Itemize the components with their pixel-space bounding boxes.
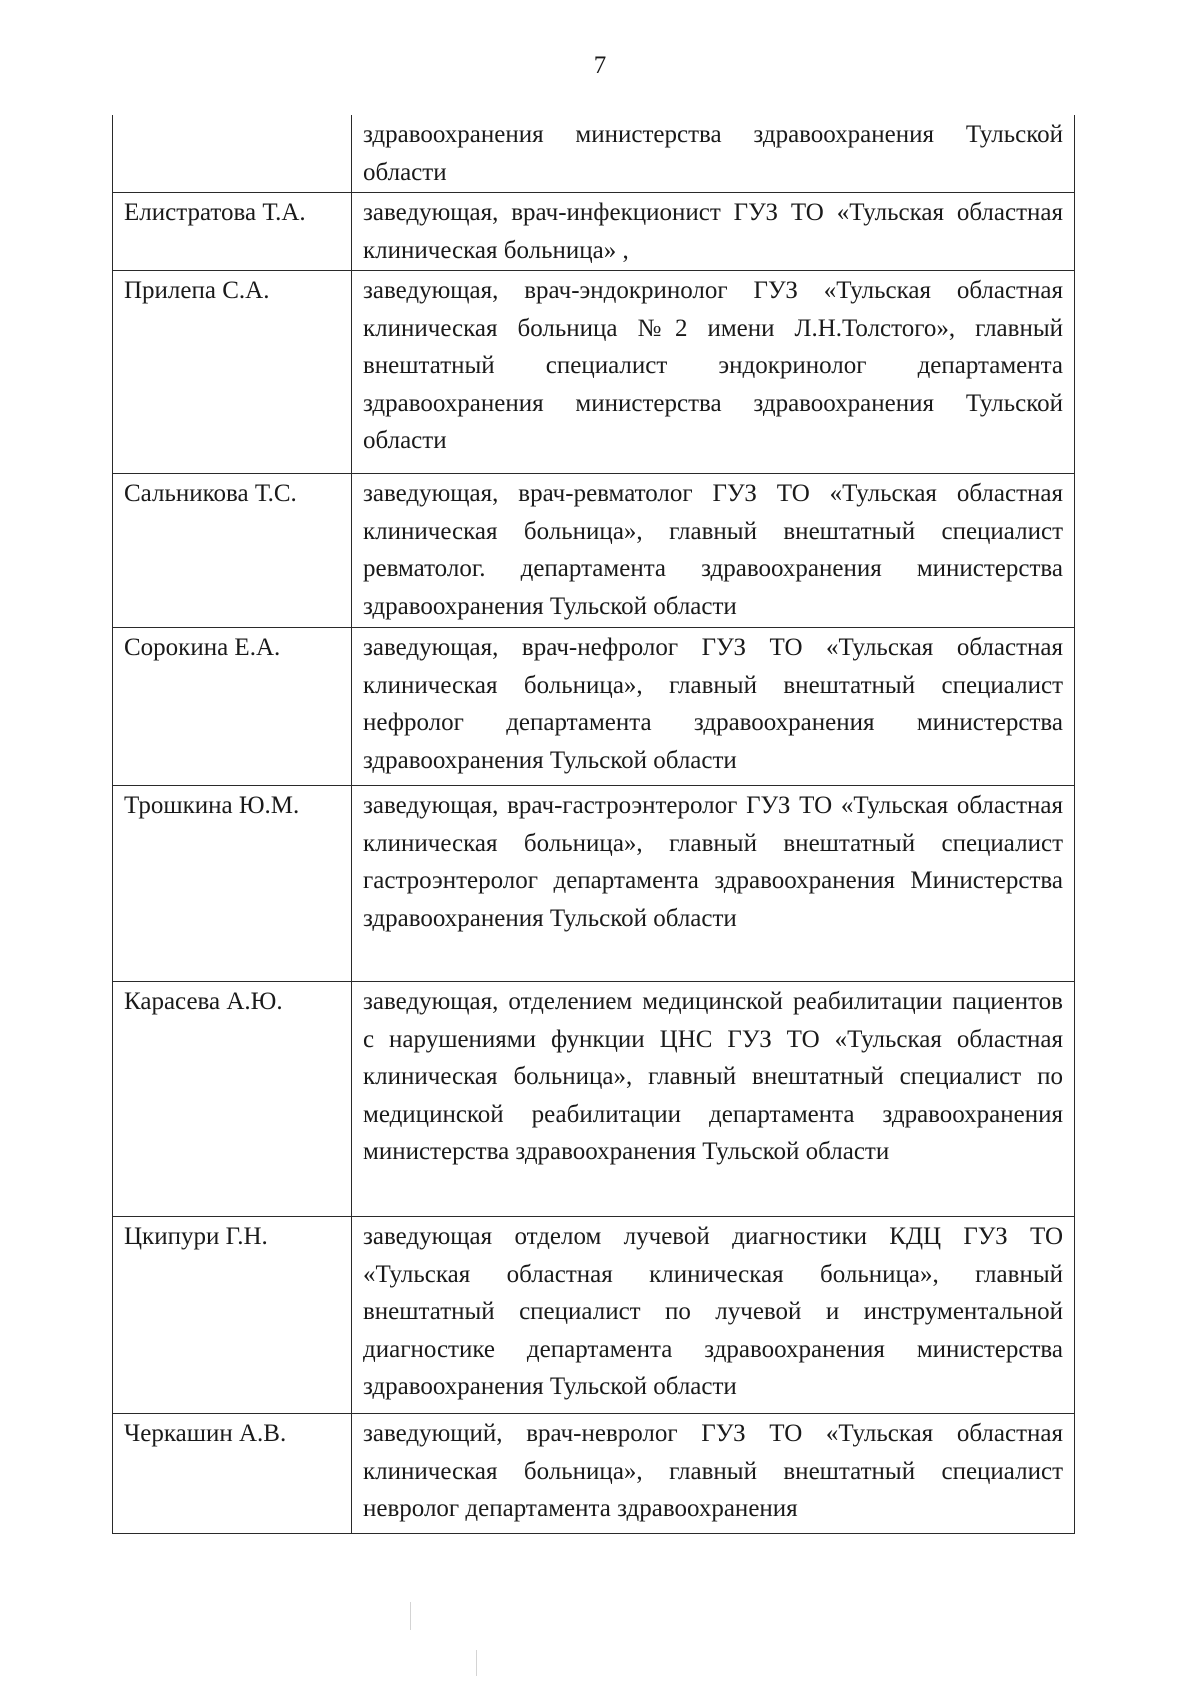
table-row [113, 474, 1075, 628]
member-position-cell: здравоохранения министерства здравоохранения Тульской области [352, 115, 1075, 193]
member-position-cell: заведующая, отделением медицинской реабилитации пациентов с нарушениями функции ЦНС ГУЗ ТО «Тульская областная клиническая больница», главный внештатный специалист по медицинской реабилитации департамента здравоохранения министерства здравоохранения Тульской области [352, 982, 1075, 1217]
table-row [113, 628, 1075, 786]
member-name-cell: Сорокина Е.А. [113, 628, 352, 786]
scan-artifact-line [476, 1650, 477, 1676]
member-position-cell: заведующая отделом лучевой диагностики КДЦ ГУЗ ТО «Тульская областная клиническая больница», главный внештатный специалист по лучевой и инструментальной диагностике департамента здравоохранения министерства здравоохранения Тульской области [352, 1217, 1075, 1414]
member-position-cell: заведующая, врач-нефролог ГУЗ ТО «Тульская областная клиническая больница», главный внештатный специалист нефролог департамента здравоохранения министерства здравоохранения Тульской области [352, 628, 1075, 786]
table-row [113, 115, 1075, 193]
page-number: 7 [593, 52, 607, 79]
member-position-cell: заведующая, врач-инфекционист ГУЗ ТО «Тульская областная клиническая больница» , [352, 193, 1075, 271]
commission-members-table [112, 115, 1075, 1534]
member-name-cell: Трошкина Ю.М. [113, 786, 352, 982]
member-position-cell: заведующий, врач-невролог ГУЗ ТО «Тульская областная клиническая больница», главный внештатный специалист невролог департамента здравоохранения [352, 1414, 1075, 1534]
member-name-cell: Черкашин А.В. [113, 1414, 352, 1534]
member-name-cell: Прилепа С.А. [113, 271, 352, 474]
scan-artifact-line [410, 1602, 411, 1630]
table-row [113, 1217, 1075, 1414]
member-position-cell: заведующая, врач-эндокринолог ГУЗ «Тульская областная клиническая больница №2 имени Л.Н.Толстого», главный внештатный специалист эндокринолог департамента здравоохранения министерства здравоохранения Тульской области [352, 271, 1075, 474]
table-row [113, 193, 1075, 271]
table-row [113, 786, 1075, 982]
member-name-cell: Сальникова Т.С. [113, 474, 352, 628]
table-row [113, 982, 1075, 1217]
member-name-cell: Елистратова Т.А. [113, 193, 352, 271]
member-position-cell: заведующая, врач-ревматолог ГУЗ ТО «Тульская областная клиническая больница», главный внештатный специалист ревматолог. департамента здравоохранения министерства здравоохранения Тульской области [352, 474, 1075, 628]
table-row [113, 1414, 1075, 1534]
member-name-cell [113, 115, 352, 193]
member-name-cell: Карасева А.Ю. [113, 982, 352, 1217]
member-name-cell: Цкипури Г.Н. [113, 1217, 352, 1414]
table-row [113, 271, 1075, 474]
member-position-cell: заведующая, врач-гастроэнтеролог ГУЗ ТО «Тульская областная клиническая больница», главный внештатный специалист гастроэнтеролог департамента здравоохранения Министерства здравоохранения Тульской области [352, 786, 1075, 982]
